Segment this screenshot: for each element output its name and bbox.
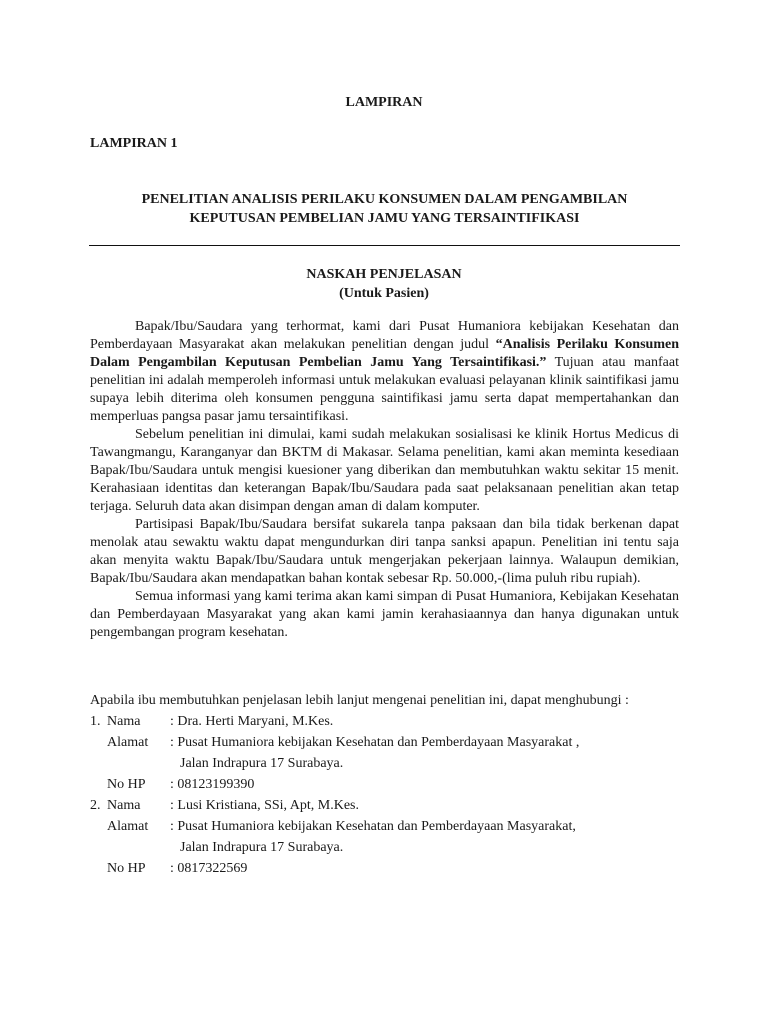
explanation-heading: [0, 265, 768, 303]
contact-2-phone-label: No HP: [107, 861, 146, 876]
contact-1-address-line-2: Jalan Indrapura 17 Surabaya.: [180, 756, 344, 771]
divider-line: [89, 245, 680, 246]
contact-1-name-label: Nama: [107, 714, 141, 729]
contact-2-address-label: Alamat: [107, 819, 149, 834]
contact-2: [90, 797, 679, 881]
contact-intro: Apabila ibu membutuhkan penjelasan lebih lanjut mengenai penelitian ini, dapat menghubungi :: [90, 693, 629, 708]
research-title: [90, 190, 679, 228]
paragraph-1: [90, 318, 679, 426]
contact-2-number: 2.: [90, 798, 101, 813]
contact-section: [90, 692, 679, 881]
paragraph-1-intro: Bapak/Ibu/Saudara yang terhormat, kami dari Pusat Humaniora kebijakan Kesehatan dan Pemberdayaan Masyarakat akan melakukan penelitian dengan judul: [90, 319, 679, 352]
contact-2-phone-value: : 0817322569: [170, 861, 248, 876]
contact-1-phone-label: No HP: [107, 777, 146, 792]
contact-2-name-label: Nama: [107, 798, 141, 813]
contact-2-address-line-2: Jalan Indrapura 17 Surabaya.: [180, 840, 344, 855]
body-text: [90, 318, 679, 642]
paragraph-2: Sebelum penelitian ini dimulai, kami sudah melakukan sosialisasi ke klinik Hortus Medicus di Tawangmangu, Karanganyar dan BKTM di Makasar. Selama penelitian, kami akan meminta kesediaan Bapak/Ibu/Saudara untuk mengisi kuesioner yang diberikan dan membutuhkan waktu sekitar 15 menit. Kerahasiaan identitas dan keterangan Bapak/Ibu/Saudara pada saat pelaksanaan penelitian akan tetap terjaga. Seluruh data akan disimpan dengan aman di dalam komputer.: [90, 427, 679, 514]
paragraph-1-study-title: “Analisis Perilaku Konsumen Dalam Pengambilan Keputusan Pembelian Jamu Yang Tersaintifikasi.”: [90, 337, 679, 370]
paragraph-1-purpose: Tujuan atau manfaat penelitian ini adalah memperoleh informasi untuk melakukan evaluasi pelayanan klinik saintifikasi jamu supaya lebih diterima oleh konsumen pengguna saintifikasi jamu serta dapat mempertahankan dan memperluas pangsa pasar jamu tersaintifikasi.: [90, 355, 679, 424]
contact-2-address-line-1: : Pusat Humaniora kebijakan Kesehatan dan Pemberdayaan Masyarakat,: [170, 819, 576, 834]
contact-1: [90, 713, 679, 797]
paragraph-3: Partisipasi Bapak/Ibu/Saudara bersifat sukarela tanpa paksaan dan bila tidak berkenan dapat menolak atau sewaktu waktu dapat mengundurkan diri tanpa sanksi apapun. Penelitian ini tentu saja akan menyita waktu Bapak/Ibu/Saudara untuk mengerjakan pekerjaan lainnya. Walaupun demikian, Bapak/Ibu/Saudara akan mendapatkan bahan kontak sebesar Rp. 50.000,-(lima puluh ribu rupiah).: [90, 517, 679, 586]
contact-1-number: 1.: [90, 714, 101, 729]
contact-1-address-line-1: : Pusat Humaniora kebijakan Kesehatan dan Pemberdayaan Masyarakat ,: [170, 735, 580, 750]
research-title-line-1: PENELITIAN ANALISIS PERILAKU KONSUMEN DALAM PENGAMBILAN: [141, 192, 628, 207]
paragraph-4: Semua informasi yang kami terima akan kami simpan di Pusat Humaniora, Kebijakan Kesehatan dan Pemberdayaan Masyarakat yang akan kami jamin kerahasiaannya dan hanya digunakan untuk pengembangan program kesehatan.: [90, 589, 679, 640]
appendix-label: LAMPIRAN 1: [90, 136, 178, 151]
explanation-title: NASKAH PENJELASAN: [306, 267, 462, 282]
contact-1-address-label: Alamat: [107, 735, 149, 750]
contact-2-name-value: : Lusi Kristiana, SSi, Apt, M.Kes.: [170, 798, 360, 813]
contact-1-phone-value: : 08123199390: [170, 777, 255, 792]
contact-1-name-value: : Dra. Herti Maryani, M.Kes.: [170, 714, 334, 729]
page-heading: LAMPIRAN: [345, 95, 423, 110]
research-title-line-2: KEPUTUSAN PEMBELIAN JAMU YANG TERSAINTIFIKASI: [189, 211, 580, 226]
explanation-subtitle: (Untuk Pasien): [339, 286, 429, 301]
